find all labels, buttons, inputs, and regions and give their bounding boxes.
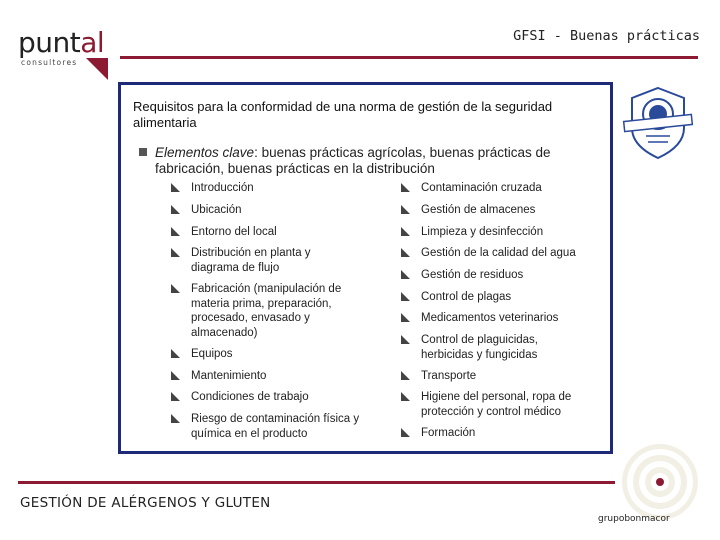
list-item: Contaminación cruzada bbox=[421, 181, 601, 196]
list-item: Mantenimiento bbox=[191, 369, 371, 384]
group-brand-label: grupobonmacor bbox=[598, 514, 670, 524]
key-elements-text: : buenas prácticas agrícolas, buenas prácticas de fabricación, buenas prácticas en la distribución bbox=[155, 145, 551, 176]
list-item: Distribución en planta y diagrama de flujo bbox=[191, 246, 341, 275]
logo-wordmark: puntal bbox=[18, 26, 105, 59]
arrow-bullet-icon bbox=[171, 284, 180, 293]
arrow-bullet-icon bbox=[401, 428, 410, 437]
arrow-bullet-icon bbox=[171, 414, 180, 423]
arrow-bullet-icon bbox=[171, 392, 180, 401]
list-item: Limpieza y desinfección bbox=[421, 225, 601, 240]
footer-title: GESTIÓN DE ALÉRGENOS Y GLUTEN bbox=[20, 495, 271, 511]
arrow-bullet-icon bbox=[171, 248, 180, 257]
key-elements-label: Elementos clave bbox=[155, 145, 255, 160]
arrow-bullet-icon bbox=[171, 227, 180, 236]
requirements-box bbox=[118, 82, 613, 454]
puntal-logo bbox=[18, 28, 113, 80]
list-item: Medicamentos veterinarios bbox=[421, 311, 601, 326]
key-elements-bullet bbox=[155, 145, 595, 177]
list-item: Riesgo de contaminación física y química en el producto bbox=[191, 412, 366, 441]
list-item: Transporte bbox=[421, 369, 601, 384]
footer-divider bbox=[18, 481, 615, 484]
square-bullet-icon bbox=[139, 148, 147, 156]
list-item: Higiene del personal, ropa de protección y control médico bbox=[421, 390, 596, 419]
list-item: Gestión de almacenes bbox=[421, 203, 601, 218]
logo-subtitle: consultores bbox=[21, 58, 78, 67]
arrow-bullet-icon bbox=[401, 335, 410, 344]
list-item: Condiciones de trabajo bbox=[191, 390, 371, 405]
arrow-bullet-icon bbox=[401, 270, 410, 279]
list-item: Equipos bbox=[191, 347, 371, 362]
arrow-bullet-icon bbox=[401, 392, 410, 401]
arrow-bullet-icon bbox=[401, 313, 410, 322]
arrow-bullet-icon bbox=[171, 349, 180, 358]
list-item: Gestión de la calidad del agua bbox=[421, 246, 606, 261]
slide-header-title: GFSI - Buenas prácticas bbox=[513, 28, 700, 44]
arrow-bullet-icon bbox=[171, 371, 180, 380]
list-item: Entorno del local bbox=[191, 225, 371, 240]
arrow-bullet-icon bbox=[401, 248, 410, 257]
list-item: Introducción bbox=[191, 181, 371, 196]
box-title: Requisitos para la conformidad de una norma de gestión de la seguridad alimentaria bbox=[133, 99, 553, 130]
arrow-bullet-icon bbox=[401, 227, 410, 236]
header-divider bbox=[120, 56, 698, 59]
list-item: Control de plaguicidas, herbicidas y fungicidas bbox=[421, 333, 581, 362]
arrow-bullet-icon bbox=[171, 205, 180, 214]
list-item: Control de plagas bbox=[421, 290, 601, 305]
list-item: Gestión de residuos bbox=[421, 268, 601, 283]
target-rings-icon bbox=[620, 442, 700, 522]
logo-triangle-icon bbox=[86, 58, 108, 80]
arrow-bullet-icon bbox=[401, 183, 410, 192]
gfsi-seal-icon bbox=[618, 84, 698, 162]
list-item: Fabricación (manipulación de materia prima, preparación, procesado, envasado y almacenado) bbox=[191, 282, 356, 340]
arrow-bullet-icon bbox=[401, 292, 410, 301]
arrow-bullet-icon bbox=[171, 183, 180, 192]
arrow-bullet-icon bbox=[401, 205, 410, 214]
list-item: Formación bbox=[421, 426, 601, 441]
arrow-bullet-icon bbox=[401, 371, 410, 380]
list-item: Ubicación bbox=[191, 203, 371, 218]
